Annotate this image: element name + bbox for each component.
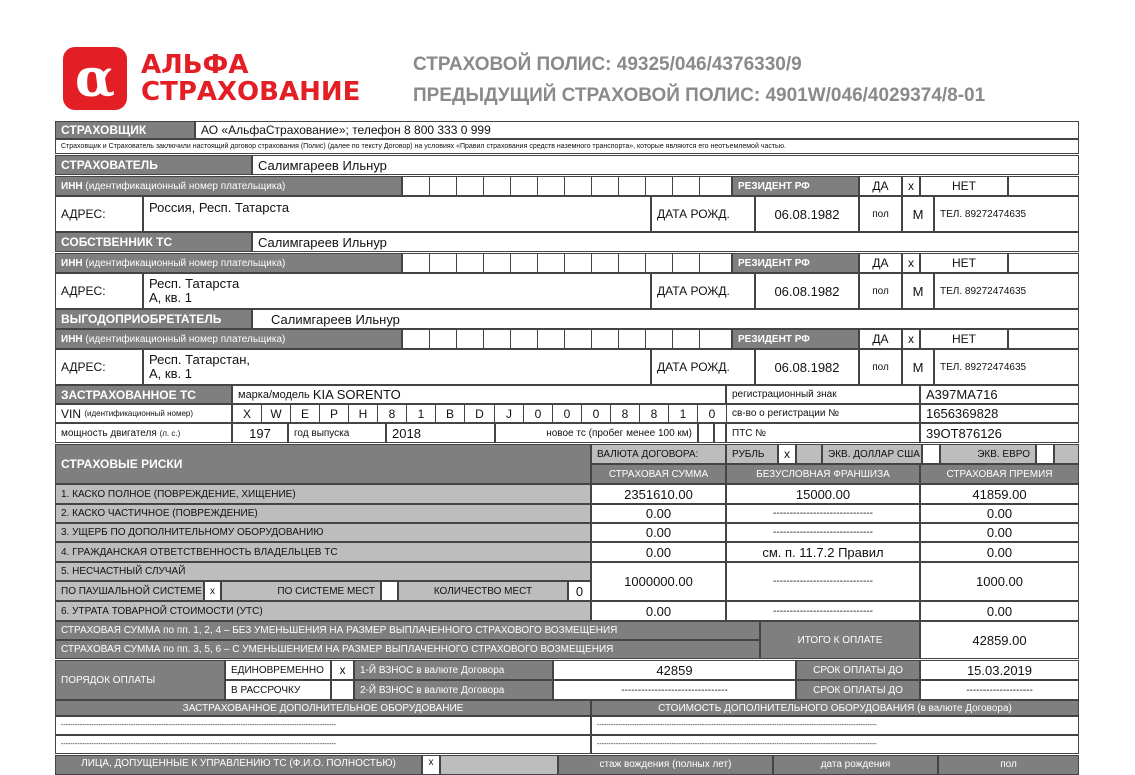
alfa-logo-icon: α — [63, 47, 127, 110]
currency-eur-check[interactable] — [1036, 444, 1054, 464]
payment-once-check[interactable]: x — [331, 660, 354, 680]
beneficiary-birth: 06.08.1982 — [755, 349, 859, 385]
first-payment-label: 1-Й ВЗНОС в валюте Договора — [354, 660, 553, 680]
owner-inn-cells — [402, 253, 732, 273]
sex-label: пол — [859, 196, 902, 232]
drivers-sex: пол — [938, 755, 1079, 775]
risk-6-franchise: ------------------------------ — [726, 601, 920, 621]
equipment-cost-row-2: ------------------------------------------------------------------------------------------------------------------------ — [591, 735, 1079, 754]
beneficiary-birth-label: ДАТА РОЖД. — [651, 349, 755, 385]
payment-installments: В РАССРОЧКУ — [225, 680, 331, 700]
pts-label: ПТС № — [726, 423, 920, 443]
risk-3-sum: 0.00 — [591, 523, 726, 542]
new-vehicle-spacer — [714, 423, 726, 443]
beneficiary-address-label: АДРЕС: — [55, 349, 143, 385]
power-value: 197 — [232, 423, 288, 443]
beneficiary-name: Салимгареев Ильнур — [252, 309, 1079, 329]
risk-4-franchise: см. п. 11.7.2 Правил — [726, 542, 920, 562]
first-payment-value: 42859 — [553, 660, 796, 680]
insurer-value: АО «АльфаСтрахование»; телефон 8 800 333 0 999 — [195, 121, 1079, 139]
currency-gap — [796, 444, 822, 464]
insurer-label: СТРАХОВЩИК — [55, 121, 195, 139]
risk-5-premium: 1000.00 — [920, 562, 1079, 601]
new-vehicle-check[interactable] — [698, 423, 714, 443]
risk-5-franchise: ------------------------------ — [726, 562, 920, 601]
drivers-experience: стаж вождения (полных лет) — [558, 755, 773, 775]
beneficiary-resident-yes: ДА — [859, 329, 902, 349]
owner-name: Салимгареев Ильнур — [252, 232, 1079, 252]
second-payment-label: 2-Й ВЗНОС в валюте Договора — [354, 680, 553, 700]
address-label: АДРЕС: — [55, 196, 143, 232]
phone: ТЕЛ. 89272474635 — [934, 196, 1079, 232]
vin-label: VIN (идентификационный номер) — [55, 404, 232, 423]
inn-label: ИНН (идентификационный номер плательщика) — [55, 176, 402, 196]
risk-2: 2. КАСКО ЧАСТИЧНОЕ (ПОВРЕЖДЕНИЕ) — [55, 504, 591, 523]
owner-address: Респ. Татарста А, кв. 1 — [143, 273, 651, 309]
risk-6: 6. УТРАТА ТОВАРНОЙ СТОИМОСТИ (УТС) — [55, 601, 591, 621]
policyholder-address: Россия, Респ. Татарста — [143, 196, 651, 232]
risk-5-seats-count-label: КОЛИЧЕСТВО МЕСТ — [398, 581, 568, 601]
owner-resident-yes-check[interactable]: x — [902, 253, 920, 273]
vin-char: W — [261, 404, 291, 423]
beneficiary-phone: ТЕЛ. 89272474635 — [934, 349, 1079, 385]
resident-yes-check[interactable]: x — [902, 176, 920, 196]
sex-value: М — [902, 196, 934, 232]
vin-char: H — [348, 404, 378, 423]
risk-2-franchise: ------------------------------ — [726, 504, 920, 523]
reg-value: А397МА716 — [920, 385, 1079, 404]
vin-char: 0 — [581, 404, 611, 423]
owner-label: СОБСТВЕННИК ТС — [55, 232, 252, 252]
risk-5-lump-sum-check[interactable]: x — [204, 581, 221, 601]
vin-char: 8 — [639, 404, 669, 423]
col-franchise: БЕЗУСЛОВНАЯ ФРАНШИЗА — [726, 464, 920, 484]
total-label: ИТОГО К ОПЛАТЕ — [760, 621, 920, 659]
beneficiary-inn-label: ИНН (идентификационный номер плательщика) — [55, 329, 402, 349]
previous-policy-number: ПРЕДЫДУЩИЙ СТРАХОВОЙ ПОЛИС: 4901W/046/4029374/8-01 — [413, 85, 986, 106]
total-value: 42859.00 — [920, 621, 1079, 659]
vin-char: 0 — [552, 404, 582, 423]
col-sum: СТРАХОВАЯ СУММА — [591, 464, 726, 484]
second-due-value: -------------------- — [920, 680, 1079, 700]
risk-5-sum: 1000000.00 — [591, 562, 726, 601]
vin-char: 8 — [377, 404, 407, 423]
risk-1-premium: 41859.00 — [920, 484, 1079, 504]
payment-installments-check[interactable] — [331, 680, 354, 700]
owner-inn-label: ИНН (идентификационный номер плательщика) — [55, 253, 402, 273]
resident-no: НЕТ — [920, 176, 1008, 196]
pts-value: 39ОТ876126 — [920, 423, 1079, 443]
vin-char: 0 — [697, 404, 727, 423]
risk-5-lump-sum: ПО ПАУШАЛЬНОЙ СИСТЕМЕ — [55, 581, 204, 601]
risk-6-premium: 0.00 — [920, 601, 1079, 621]
risk-4: 4. ГРАЖДАНСКАЯ ОТВЕТСТВЕННОСТЬ ВЛАДЕЛЬЦЕВ ТС — [55, 542, 591, 562]
vin-char: P — [319, 404, 349, 423]
drivers-label: ЛИЦА, ДОПУЩЕННЫЕ К УПРАВЛЕНИЮ ТС (Ф.И.О. ПОЛНОСТЬЮ) — [55, 755, 422, 775]
owner-sex-label: пол — [859, 273, 902, 309]
vin-char: B — [435, 404, 465, 423]
risk-5-seats-count: 0 — [568, 581, 591, 601]
cert-value: 1656369828 — [920, 404, 1079, 423]
beneficiary-resident-no: НЕТ — [920, 329, 1008, 349]
second-due-label: СРОК ОПЛАТЫ ДО — [796, 680, 920, 700]
drivers-gap — [440, 755, 558, 775]
payment-label: ПОРЯДОК ОПЛАТЫ — [55, 660, 225, 700]
logo-text-line1: АЛЬФА — [141, 50, 249, 80]
risk-3-premium: 0.00 — [920, 523, 1079, 542]
resident-label: РЕЗИДЕНТ РФ — [732, 176, 859, 196]
year-value: 2018 — [386, 423, 495, 443]
insurer-note: Страховщик и Страхователь заключили настоящий договор страхования (Полис) (далее по тексту Договор) на условиях «Правил страхования средств наземного транспорта», которые являются его неотъемлемой частью. — [55, 139, 1079, 154]
risk-1-franchise: 15000.00 — [726, 484, 920, 504]
risk-4-sum: 0.00 — [591, 542, 726, 562]
risk-3: 3. УЩЕРБ ПО ДОПОЛНИТЕЛЬНОМУ ОБОРУДОВАНИЮ — [55, 523, 591, 542]
policy-number: СТРАХОВОЙ ПОЛИС: 49325/046/4376330/9 — [413, 54, 802, 75]
inn-cells — [402, 176, 732, 196]
drivers-check[interactable]: x — [422, 755, 440, 775]
first-due-label: СРОК ОПЛАТЫ ДО — [796, 660, 920, 680]
risk-2-sum: 0.00 — [591, 504, 726, 523]
risk-6-sum: 0.00 — [591, 601, 726, 621]
payment-once: ЕДИНОВРЕМЕННО — [225, 660, 331, 680]
power-label: мощность двигателя (л. с.) — [55, 423, 232, 443]
currency-rub-check[interactable]: x — [778, 444, 796, 464]
owner-resident-label: РЕЗИДЕНТ РФ — [732, 253, 859, 273]
vin-char: J — [494, 404, 524, 423]
risk-4-premium: 0.00 — [920, 542, 1079, 562]
equipment-cost-row-1: ------------------------------------------------------------------------------------------------------------------------ — [591, 716, 1079, 735]
risk-5: 5. НЕСЧАСТНЫЙ СЛУЧАЙ — [55, 562, 591, 581]
vehicle-label: ЗАСТРАХОВАННОЕ ТС — [55, 385, 232, 404]
risk-1: 1. КАСКО ПОЛНОЕ (ПОВРЕЖДЕНИЕ, ХИЩЕНИЕ) — [55, 484, 591, 504]
risk-3-franchise: ------------------------------ — [726, 523, 920, 542]
drivers-birth: дата рождения — [773, 755, 938, 775]
currency-label: ВАЛЮТА ДОГОВОРА: — [591, 444, 726, 464]
owner-address-label: АДРЕС: — [55, 273, 143, 309]
first-due-value: 15.03.2019 — [920, 660, 1079, 680]
reg-label: регистрационный знак — [726, 385, 920, 404]
currency-rub: РУБЛЬ — [726, 444, 778, 464]
owner-phone: ТЕЛ. 89272474635 — [934, 273, 1079, 309]
risks-label: СТРАХОВЫЕ РИСКИ — [55, 444, 591, 484]
beneficiary-resident-yes-check[interactable]: x — [902, 329, 920, 349]
policyholder-label: СТРАХОВАТЕЛЬ — [55, 155, 252, 175]
policyholder-birth: 06.08.1982 — [755, 196, 859, 232]
equipment-row-2: ---------------------------------------------------------------------------------------------------------------------- — [55, 735, 591, 754]
currency-usd: ЭКВ. ДОЛЛАР США — [822, 444, 922, 464]
owner-sex-value: М — [902, 273, 934, 309]
second-payment-value: -------------------------------- — [553, 680, 796, 700]
sum-note-1: СТРАХОВАЯ СУММА по пп. 1, 2, 4 – БЕЗ УМЕНЬШЕНИЯ НА РАЗМЕР ВЫПЛАЧЕННОГО СТРАХОВОГО ВОЗМЕЩЕНИЯ — [55, 621, 760, 640]
sum-note-2: СТРАХОВАЯ СУММА по пп. 3, 5, 6 – С УМЕНЬШЕНИЕМ НА РАЗМЕР ВЫПЛАЧЕННОГО СТРАХОВОГО ВОЗМЕЩЕНИЯ — [55, 640, 760, 659]
beneficiary-resident-label: РЕЗИДЕНТ РФ — [732, 329, 859, 349]
currency-tail — [1054, 444, 1079, 464]
logo-text-line2: СТРАХОВАНИЕ — [141, 77, 361, 107]
resident-no-check[interactable] — [1008, 176, 1079, 196]
equipment-cost-label: СТОИМОСТЬ ДОПОЛНИТЕЛЬНОГО ОБОРУДОВАНИЯ (в валюте Договора) — [591, 700, 1079, 716]
owner-resident-no-check[interactable] — [1008, 253, 1079, 273]
new-vehicle-label: новое тс (пробег менее 100 км) — [495, 423, 698, 443]
equipment-label: ЗАСТРАХОВАННОЕ ДОПОЛНИТЕЛЬНОЕ ОБОРУДОВАНИЕ — [55, 700, 591, 716]
risk-1-sum: 2351610.00 — [591, 484, 726, 504]
beneficiary-label: ВЫГОДОПРИОБРЕТАТЕЛЬ — [55, 309, 252, 329]
beneficiary-resident-no-check[interactable] — [1008, 329, 1079, 349]
vin-char: X — [232, 404, 262, 423]
vin-char: 1 — [406, 404, 436, 423]
vin-char: 8 — [610, 404, 640, 423]
owner-birth-label: ДАТА РОЖД. — [651, 273, 755, 309]
birth-label: ДАТА РОЖД. — [651, 196, 755, 232]
beneficiary-sex-label: пол — [859, 349, 902, 385]
cert-label: св-во о регистрации № — [726, 404, 920, 423]
resident-yes: ДА — [859, 176, 902, 196]
vehicle-model: марка/модель KIA SORENTO — [232, 385, 726, 404]
risk-2-premium: 0.00 — [920, 504, 1079, 523]
risk-5-seats-system: ПО СИСТЕМЕ МЕСТ — [221, 581, 381, 601]
risk-5-seats-system-check[interactable] — [381, 581, 398, 601]
vin-char: D — [464, 404, 495, 423]
year-label: год выпуска — [288, 423, 386, 443]
vin-char: E — [290, 404, 320, 423]
currency-usd-check[interactable] — [922, 444, 940, 464]
col-premium: СТРАХОВАЯ ПРЕМИЯ — [920, 464, 1079, 484]
beneficiary-sex-value: М — [902, 349, 934, 385]
owner-resident-no: НЕТ — [920, 253, 1008, 273]
owner-birth: 06.08.1982 — [755, 273, 859, 309]
vin-cells — [232, 404, 726, 423]
owner-resident-yes: ДА — [859, 253, 902, 273]
vin-char: 1 — [668, 404, 698, 423]
beneficiary-address: Респ. Татарстан, А, кв. 1 — [143, 349, 651, 385]
beneficiary-inn-cells — [402, 329, 732, 349]
policyholder-name: Салимгареев Ильнур — [252, 155, 1079, 175]
vin-char: 0 — [523, 404, 553, 423]
currency-eur: ЭКВ. ЕВРО — [940, 444, 1036, 464]
equipment-row-1: ---------------------------------------------------------------------------------------------------------------------- — [55, 716, 591, 735]
